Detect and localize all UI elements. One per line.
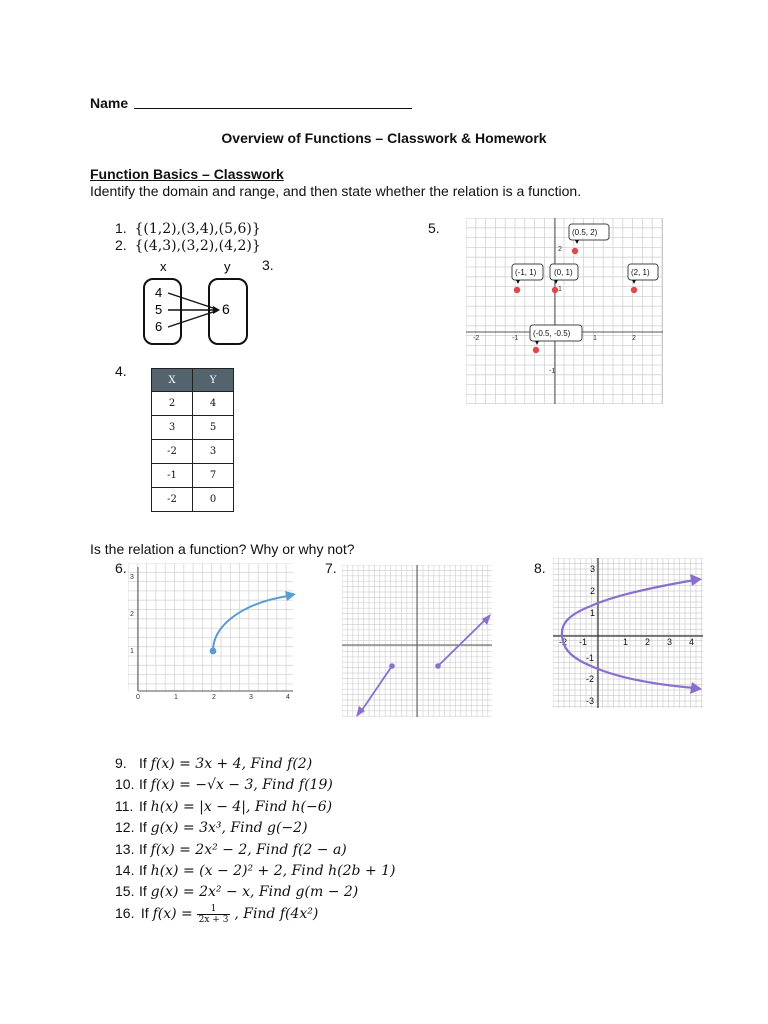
domain-oval [144,279,181,344]
tick-label: 2 [590,586,596,596]
tick-label: 2 [130,611,134,618]
list-item: 9. If f(x) = 3x + 4, Find f(2) [115,755,313,772]
instructions: Identify the domain and range, and then state whether the relation is a function. [90,183,582,199]
tick-label: 4 [689,637,695,647]
evaluate-list [115,755,396,905]
endpoint [435,663,441,669]
table-row: 2 4 [152,392,234,416]
point-label: (-1, 1) [515,268,537,277]
list-item: 12. If g(x) = 3x³, Find g(−2) [115,819,308,837]
tick-label: 1 [590,608,596,618]
graph-8 [553,558,703,708]
tick-label: 3 [667,637,673,647]
tick-label: 2 [632,335,636,342]
problem-4-number: 4. [115,363,127,379]
list-item: 15. If g(x) = 2x² − x, Find g(m − 2) [115,883,359,901]
arrowhead [482,614,491,625]
xy-table [151,368,234,512]
name-label: Name [90,95,129,111]
tick-label: -1 [549,368,556,375]
graph-6 [128,563,298,703]
domain-value: 5 [155,302,163,317]
fraction: $\frac{1}{2x + 3}$ [198,904,229,925]
segment-right [438,618,487,666]
table-row: -2 3 [152,440,234,464]
list-item: 10. If f(x) = −√x − 3, Find f(19) [115,776,333,794]
tick-label: 1 [130,648,134,655]
plot-point [572,248,578,254]
plot-point [631,287,637,293]
tick-label: 1 [623,637,629,647]
tick-label: 3 [130,574,134,581]
table-row: 3 5 [152,416,234,440]
problem-2: 2. {(4,3),(3,2),(4,2)} [115,237,261,254]
problem-1: 1. {(1,2),(3,4),(5,6)} [115,220,261,237]
plot-point [552,287,558,293]
problem-3-number: 3. [262,257,274,273]
list-item: 13. If f(x) = 2x² − 2, Find f(2 − a) [115,840,347,858]
point-graph [466,218,663,404]
mapping-x-label: x [160,259,167,274]
table-header: X [152,369,193,392]
tick-label: 2 [645,637,651,647]
tick-label: -1 [586,653,595,663]
tick-label: -1 [512,335,519,342]
plot-point [514,287,520,293]
endpoint [210,648,217,655]
problem-8-number: 8. [534,560,546,576]
domain-value: 4 [155,285,163,300]
problem-16: 16. If f(x) = $\frac{1}{2x + 3}$ , Find f(4x²) [115,904,319,925]
tick-label: 1 [558,286,562,293]
problem-5-number: 5. [428,220,440,236]
tick-label: 1 [593,335,597,342]
tick-label: 2 [558,246,562,253]
section-heading: Function Basics – Classwork [90,166,284,182]
tick-label: -1 [579,637,588,647]
arrowhead [213,306,220,314]
point-label: (0, 1) [554,268,573,277]
tick-label: 4 [286,694,290,701]
list-item: 11. If h(x) = |x − 4|, Find h(−6) [115,797,333,815]
mapping-diagram [138,255,278,350]
tick-label: -2 [473,335,480,342]
list-item: 14. If h(x) = (x − 2)² + 2, Find h(2b + 1) [115,861,396,879]
problem-7-number: 7. [325,560,337,576]
arrowhead [285,591,296,601]
tick-label: -2 [586,674,595,684]
plot-point [533,347,539,353]
table-row: -2 0 [152,488,234,512]
tick-label: 2 [212,694,216,701]
mapping-y-label: y [224,259,231,274]
graph-7 [342,565,492,717]
tick-label: 3 [590,564,596,574]
endpoint [389,663,395,669]
tick-label: 1 [174,694,178,701]
function-question: Is the relation a function? Why or why not? [90,541,355,557]
point-label: (2, 1) [631,268,650,277]
name-line[interactable] [134,108,412,109]
tick-label: -3 [586,696,595,706]
tick-label: -2 [559,637,568,647]
domain-value: 6 [155,319,163,334]
point-label: (0.5, 2) [572,228,598,237]
tick-label: 3 [249,694,253,701]
tick-label: 0 [136,694,140,701]
table-row: -1 7 [152,464,234,488]
range-value: 6 [222,301,230,317]
point-label: (-0.5, -0.5) [533,329,571,338]
problem-6-number: 6. [115,560,127,576]
page-title: Overview of Functions – Classwork & Homework [221,130,547,146]
table-header: Y [193,369,234,392]
